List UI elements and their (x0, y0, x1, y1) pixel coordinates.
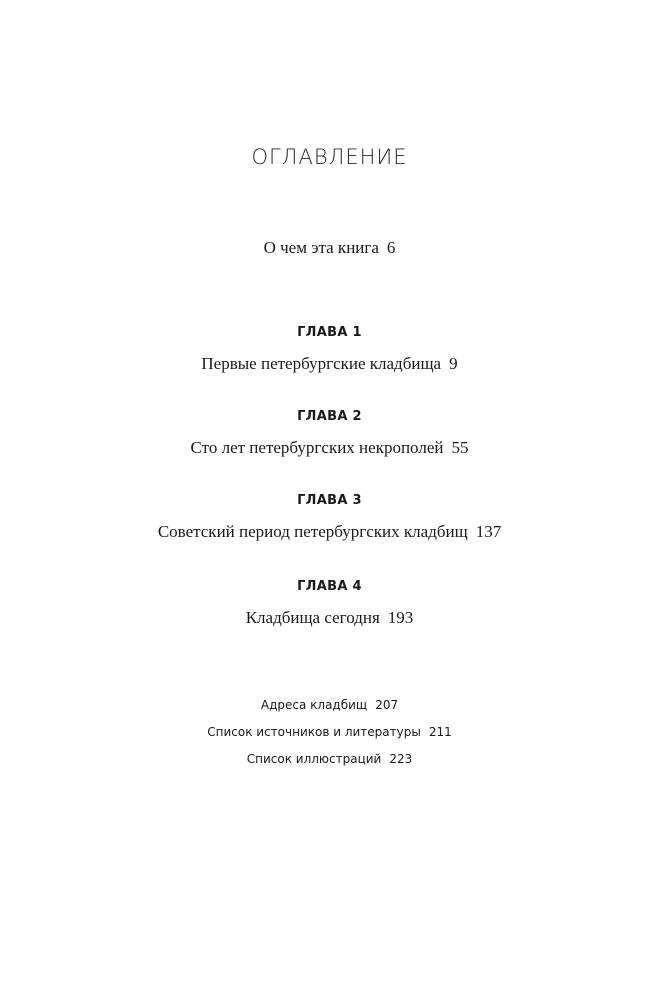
toc-entry-intro[interactable] (0, 238, 659, 258)
toc-page-number: 211 (428, 725, 452, 739)
toc-entry-chapter-3[interactable] (0, 522, 659, 542)
chapter-label-2: ГЛАВА 2 (297, 409, 362, 424)
chapter-label-3: ГЛАВА 3 (297, 493, 362, 508)
toc-entry-appendix-1[interactable] (0, 698, 659, 712)
toc-page-number: 207 (375, 698, 399, 712)
toc-page-number: 55 (451, 438, 469, 457)
chapter-label-1: ГЛАВА 1 (297, 325, 362, 340)
page-title: ОГЛАВЛЕНИЕ (251, 145, 408, 169)
chapter-label-4: ГЛАВА 4 (297, 579, 362, 594)
toc-entry-text: Список иллюстраций (246, 752, 382, 766)
toc-entry-chapter-1[interactable] (0, 354, 659, 374)
toc-entry-text: Первые петербургские кладбища (201, 354, 442, 373)
toc-entry-chapter-2[interactable] (0, 438, 659, 458)
toc-entry-text: Сто лет петербургских некрополей (190, 438, 444, 457)
toc-page-number: 137 (475, 522, 502, 541)
toc-entry-text: Кладбища сегодня (245, 608, 380, 627)
toc-entry-text: Адреса кладбищ (260, 698, 368, 712)
toc-entry-text: Список источников и литературы (207, 725, 421, 739)
toc-entry-text: Советский период петербургских кладбищ (157, 522, 468, 541)
toc-page-number: 193 (387, 608, 414, 627)
toc-entry-text: О чем эта книга (263, 238, 379, 257)
toc-page-number: 223 (389, 752, 413, 766)
toc-entry-appendix-3[interactable] (0, 752, 659, 766)
toc-entry-chapter-4[interactable] (0, 608, 659, 628)
toc-page-number: 6 (386, 238, 396, 257)
toc-entry-appendix-2[interactable] (0, 725, 659, 739)
toc-page-number: 9 (449, 354, 458, 373)
